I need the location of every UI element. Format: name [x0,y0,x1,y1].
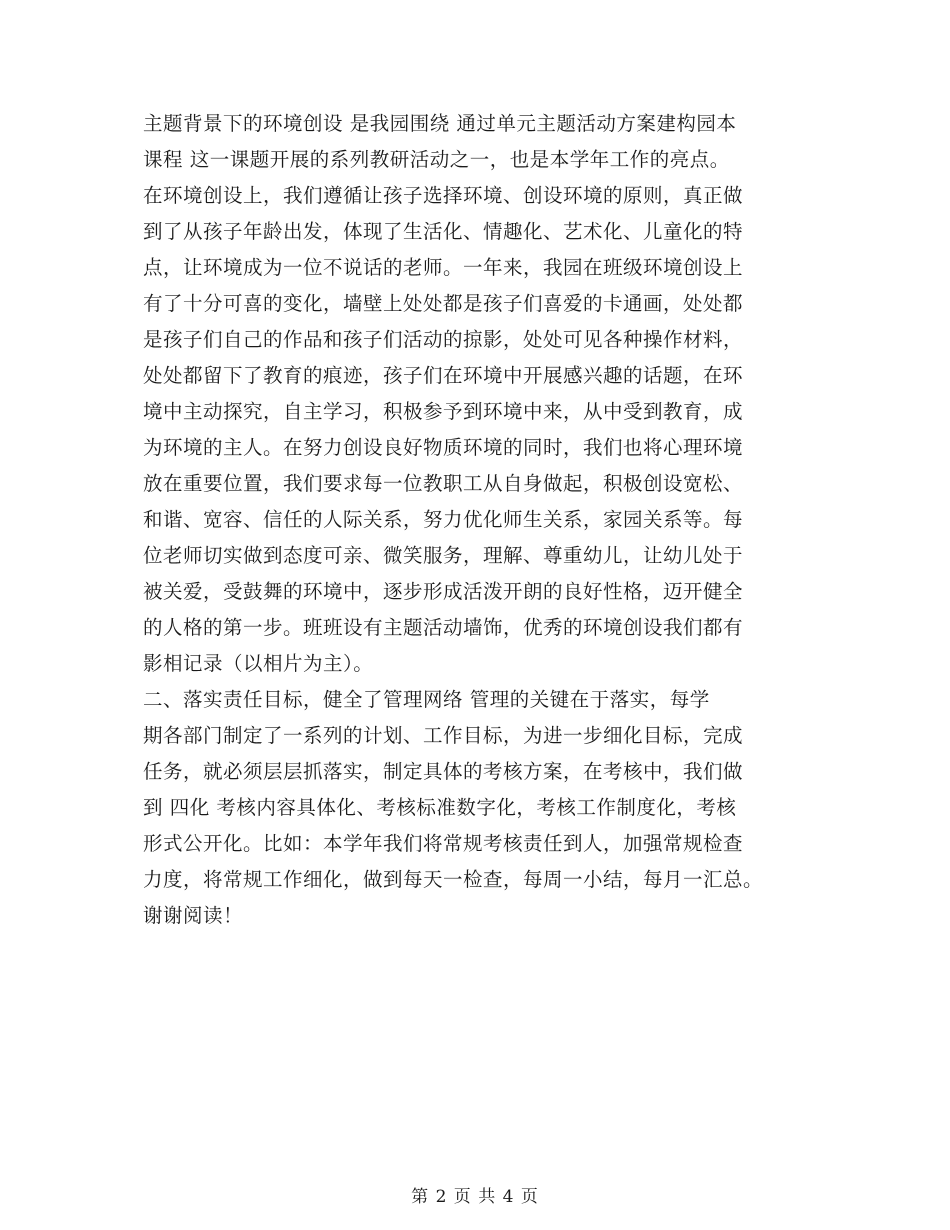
text-line: 点，让环境成为一位不说话的老师。一年来，我园在班级环境创设上 [143,256,744,279]
text-line: 影相记录（以相片为主）。 [143,652,374,675]
text-line: 是孩子们自己的作品和孩子们活动的掠影，处处可见各种操作材料， [143,328,744,351]
text-line: 到了从孩子年龄出发，体现了生活化、情趣化、艺术化、儿童化的特 [143,220,744,243]
page-number-footer: 第 2 页 共 4 页 [411,1187,539,1207]
text-line: 力度，将常规工作细化，做到每天一检查，每周一小结，每月一汇总。 [143,868,764,891]
text-line: 任务，就必须层层抓落实，制定具体的考核方案，在考核中，我们做 [143,760,744,783]
text-line: 和谐、宽容、信任的人际关系，努力优化师生关系，家园关系等。每 [143,508,744,531]
text-line: 期各部门制定了一系列的计划、工作目标，为进一步细化目标，完成 [143,724,744,747]
text-line: 在环境创设上，我们遵循让孩子选择环境、创设环境的原则，真正做 [143,184,744,207]
text-line: 被关爱，受鼓舞的环境中，逐步形成活泼开朗的良好性格，迈开健全 [143,580,744,603]
text-line: 为环境的主人。在努力创设良好物质环境的同时，我们也将心理环境 [143,436,744,459]
text-line: 到 四化 考核内容具体化、考核标准数字化，考核工作制度化，考核 [143,796,737,819]
text-line: 形式公开化。比如：本学年我们将常规考核责任到人，加强常规检查 [143,832,744,855]
text-line: 的人格的第一步。班班设有主题活动墙饰，优秀的环境创设我们都有 [143,616,744,639]
text-line: 处处都留下了教育的痕迹，孩子们在环境中开展感兴趣的话题，在环 [143,364,744,387]
text-line: 谢谢阅读！ [143,904,244,927]
text-line: 课程 这一课题开展的系列教研活动之一，也是本学年工作的亮点。 [143,148,730,171]
text-line: 主题背景下的环境创设 是我园围绕 通过单元主题活动方案建构园本 [143,112,737,135]
text-line: 位老师切实做到态度可亲、微笑服务，理解、尊重幼儿，让幼儿处于 [143,544,744,567]
text-line: 二、落实责任目标，健全了管理网络 管理的关键在于落实，每学 [143,688,710,711]
text-line: 放在重要位置，我们要求每一位教职工从自身做起，积极创设宽松、 [143,472,744,495]
text-line: 有了十分可喜的变化，墙壁上处处都是孩子们喜爱的卡通画，处处都 [143,292,744,315]
text-line: 境中主动探究，自主学习，积极参予到环境中来，从中受到教育，成 [143,400,744,423]
